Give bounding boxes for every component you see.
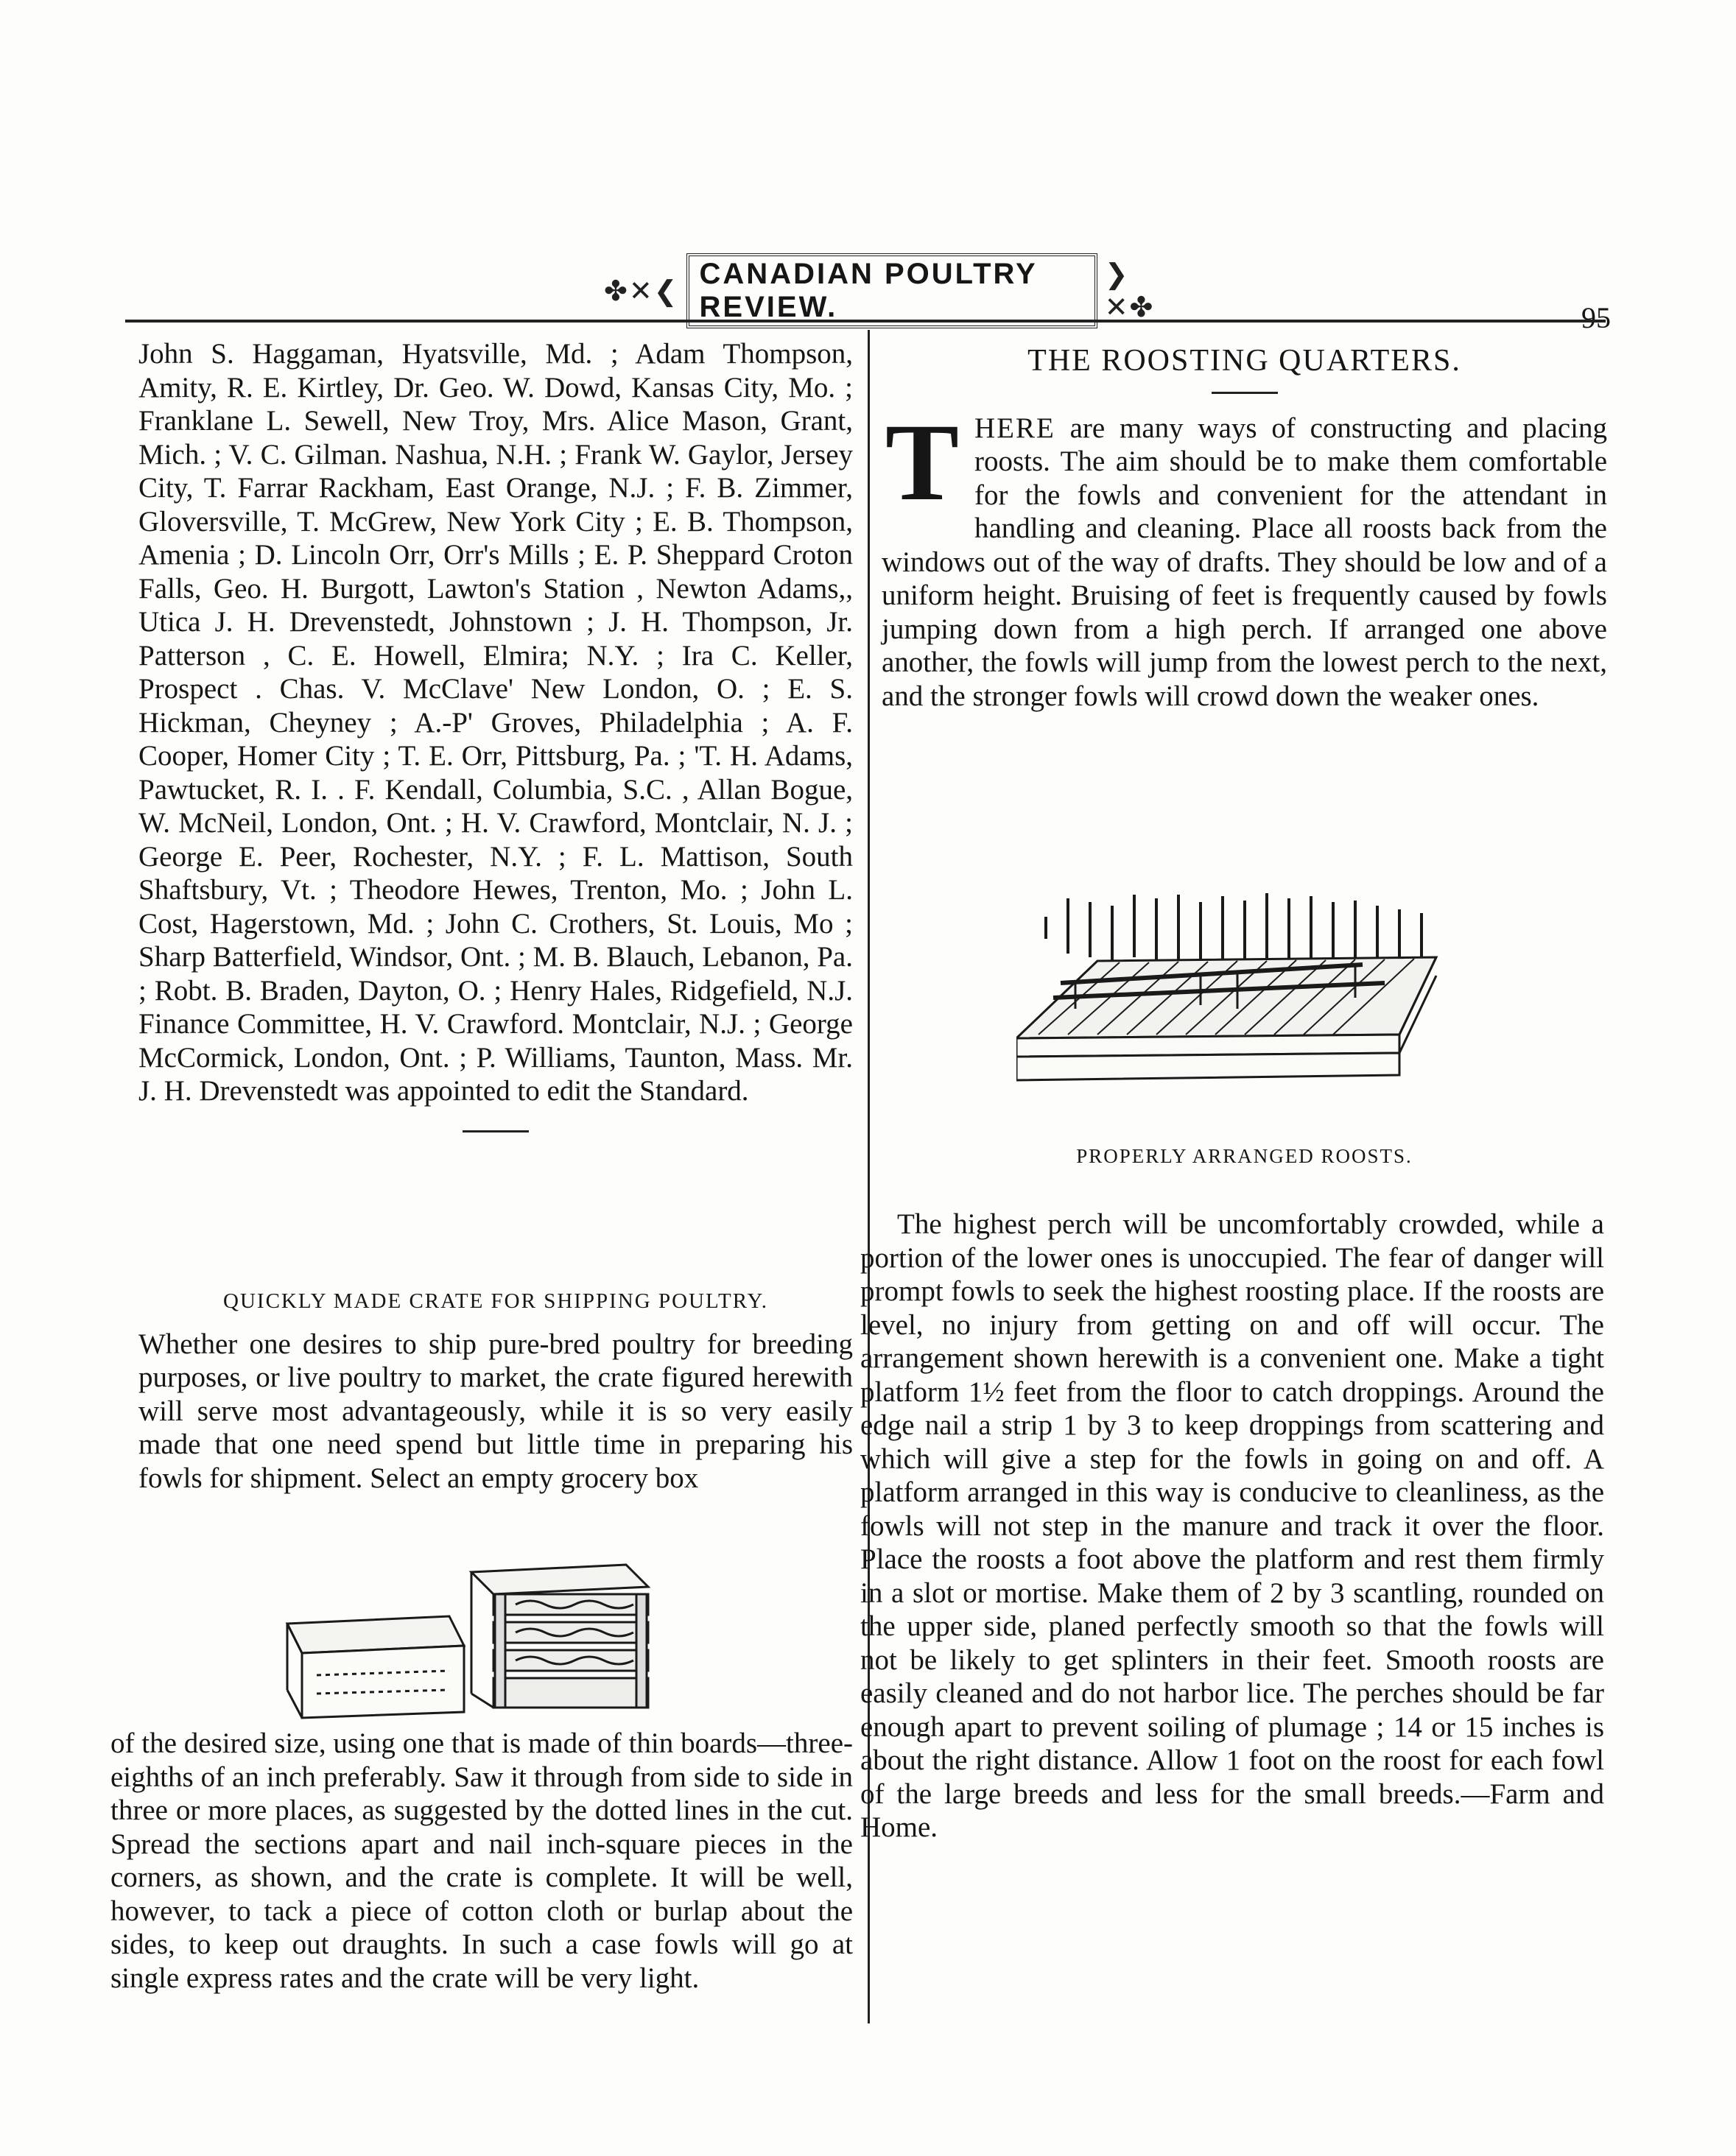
roosting-intro-paragraph xyxy=(882,401,1608,714)
members-list-text: John S. Haggaman, Hyatsville, Md. ; Adam Thompson, Amity, R. E. Kirtley, Dr. Geo. W. Dowd, Kansas City, Mo. ; Franklane L. Sewell, New Troy, Mrs. Alice Mason, Grant, Mich. ; V. C. Gilman. Nashua, N.H. ; Frank W. Gaylor, Jersey City, T. Farrar Rackham, East Orange, N.J. ; F. B. Zimmer, Gloversville, T. McGrew, New York City ; E. B. Thompson, Amenia ; D. Lincoln Orr, Orr's Mills ; E. P. Sheppard Croton Falls, Geo. H. Burgott, Lawton's Station , Newton Adams,, Utica J. H. Drevenstedt, Johnstown ; J. H. Thompson, Jr. Patterson , C. E. Howell, Elmira; N.Y. ; Ira C. Keller, Prospect . Chas. V. McClave' New London, O. ; E. S. Hickman, Cheyney ; A.-P' Groves, Philadelphia ; A. F. Cooper, Homer City ; T. E. Orr, Pittsburg, Pa. ; 'T. H. Adams, Pawtucket, R. I. . F. Kendall, Columbia, S.C. , Allan Bogue, W. McNeil, London, Ont. ; H. V. Crawford, Montclair, N. J. ; George E. Peer, Rochester, N.Y. ; F. L. Mattison, South Shaftsbury, Vt. ; Theodore Hewes, Trenton, Mo. ; John L. Cost, Hagerstown, Md. ; John C. Crothers, St. Louis, Mo ; Sharp Batterfield, Windsor, Ont. ; M. B. Blauch, Lebanon, Pa. ; Robt. B. Braden, Dayton, O. ; Henry Hales, Ridgefield, N.J. Finance Committee, H. V. Crawford. Montclair, N.J. ; George McCormick, London, Ont. ; P. Williams, Taunton, Mass. Mr. J. H. Drevenstedt was appointed to edit the Standard. xyxy=(138,338,853,1107)
masthead xyxy=(604,258,1164,323)
roosting-article-intro xyxy=(882,337,1607,713)
roosts-figure-caption-block xyxy=(882,1145,1607,1168)
roosts-illustration xyxy=(1016,887,1458,1101)
roosting-intro-text: are many ways of constructing and placing roosts. The aim should be to make them comfortable for the fowls and convenient for the attendant in handling and cleaning. Place all roosts back from the windows out of the way of drafts. They should be low and of a uniform height. Bruising of feet is frequently caused by fowls jumping down from a high perch. If arranged one above another, the fowls will jump from the lowest perch to the next, and the stronger fowls will crowd down the weaker ones. xyxy=(882,412,1608,712)
roosting-body-text: The highest perch will be uncomfortably crowded, while a portion of the lower ones is unoccupied. The fear of danger will prompt fowls to seek the highest roosting place. If the roosts are level, no injury from getting on and off will occur. The arrangement shown herewith is a convenient one. Make a tight platform 1½ feet from the floor to catch droppings. Around the edge nail a strip 1 by 3 to keep droppings from scattering and which will give a step for the fowls in going on and off. A platform arranged in this way is conducive to cleanliness, as the fowls will not step in the manure and track it over the floor. Place the roosts a foot above the platform and rest them firmly in a slot or mortise. Make them of 2 by 3 scantling, rounded on the upper side, planed perfectly smooth so that the fowls will not be likely to get splinters in their feet. Smooth roosts are easily cleaned and do not harbor lice. The perches should be far enough apart to prevent soiling of plumage ; 14 or 15 inches is about the right distance. Allow 1 foot on the roost for each fowl of the large breeds and less for the small breeds.—Farm and Home. xyxy=(860,1208,1604,1843)
roosting-article-heading: THE ROOSTING QUARTERS. xyxy=(1027,344,1461,378)
lead-word: HERE xyxy=(974,412,1055,444)
crate-article-heading: QUICKLY MADE CRATE FOR SHIPPING POULTRY. xyxy=(223,1289,768,1313)
members-list xyxy=(138,337,853,1150)
roosts-figure-caption: PROPERLY ARRANGED ROOSTS. xyxy=(1076,1145,1413,1167)
roosting-article-body xyxy=(860,1208,1604,1845)
crate-article-intro xyxy=(138,1285,853,1495)
crate-illustration xyxy=(280,1543,737,1727)
section-divider-rule xyxy=(463,1130,529,1132)
crate-article-continued xyxy=(110,1727,853,1995)
page-number: 95 xyxy=(1581,301,1611,334)
masthead-ornament-left: ✤✕❮ xyxy=(604,275,679,307)
drop-cap-letter: T xyxy=(885,401,960,524)
masthead-ornament-right: ❯✕✤ xyxy=(1104,259,1155,323)
masthead-title: CANADIAN POULTRY REVIEW. xyxy=(686,253,1097,328)
header-rule xyxy=(125,320,1606,323)
crate-article-text-1: Whether one desires to ship pure-bred poultry for breeding purposes, or live poultry to market, the crate figured herewith will serve most advantageously, while it is so very easily made that one need spend but little time in preparing his fowls for shipment. Select an empty grocery box xyxy=(138,1328,853,1494)
crate-article-text-2: of the desired size, using one that is made of thin boards—three-eighths of an inch preferably. Saw it through from side to side in three or more places, as suggested by the dotted lines in the cut. Spread the sections apart and nail inch-square pieces in the corners, as shown, and the crate is complete. It will be well, however, to tack a piece of cotton cloth or burlap about the sides, to keep out draughts. In such a case fowls will go at single express rates and the crate will be very light. xyxy=(110,1727,853,1994)
heading-rule xyxy=(1212,392,1278,394)
